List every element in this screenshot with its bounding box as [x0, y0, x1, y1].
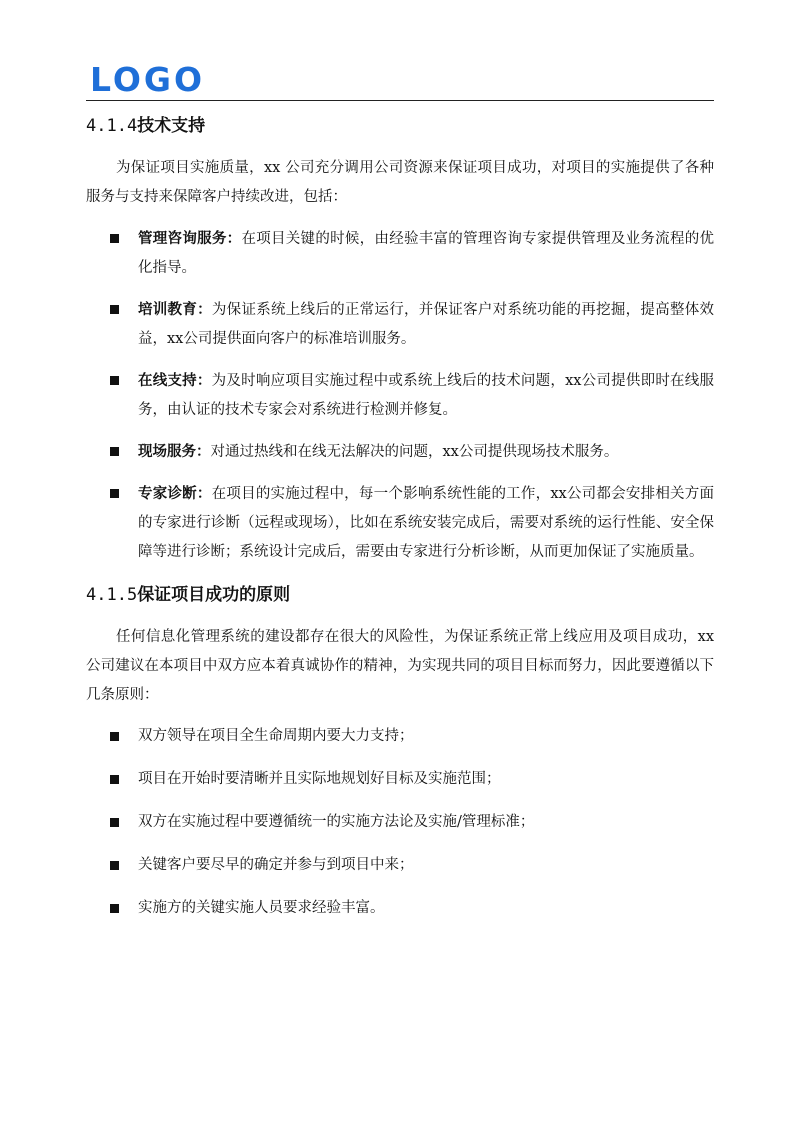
section-intro: 为保证项目实施质量，xx 公司充分调用公司资源来保证项目成功，对项目的实施提供了各种服务与支持来保障客户持续改进，包括： — [86, 160, 714, 205]
bullet-square-icon — [110, 775, 119, 784]
list-item — [86, 479, 714, 567]
section-number: 4.1.5 — [86, 585, 138, 605]
item-text: 项目在开始时要清晰并且实际地规划好目标及实施范围； — [138, 771, 501, 787]
list-item — [86, 765, 714, 794]
section-heading-4-1-5 — [86, 581, 714, 609]
section-number: 4.1.4 — [86, 116, 138, 136]
bullet-square-icon — [110, 305, 119, 314]
list-item — [86, 437, 714, 467]
list-item — [86, 295, 714, 354]
section-title: 保证项目成功的原则 — [137, 585, 291, 605]
item-text: 关键客户要尽早的确定并参与到项目中来； — [138, 857, 414, 873]
item-label: 管理咨询服务： — [138, 230, 242, 247]
item-text: 实施方的关键实施人员要求经验丰富。 — [138, 900, 385, 916]
item-text: 为保证系统上线后的正常运行，并保证客户对系统功能的再挖掘，提高整体效益，xx公司提供面向客户的标准培训服务。 — [138, 302, 715, 347]
bullet-square-icon — [110, 234, 119, 243]
item-text: 双方在实施过程中要遵循统一的实施方法论及实施/管理标准； — [138, 814, 535, 830]
bullet-square-icon — [110, 818, 119, 827]
bullet-square-icon — [110, 489, 119, 498]
item-text: 双方领导在项目全生命周期内要大力支持； — [138, 728, 414, 744]
item-text: 对通过热线和在线无法解决的问题，xx公司提供现场技术服务。 — [210, 444, 619, 460]
bullet-square-icon — [110, 447, 119, 456]
bullet-square-icon — [110, 732, 119, 741]
bullet-square-icon — [110, 904, 119, 913]
section-title: 技术支持 — [137, 116, 206, 136]
list-item — [86, 851, 714, 880]
list-item — [86, 722, 714, 751]
item-text: 为及时响应项目实施过程中或系统上线后的技术问题，xx公司提供即时在线服务，由认证的技术专家会对系统进行检测并修复。 — [138, 373, 714, 418]
item-text: 在项目的实施过程中，每一个影响系统性能的工作，xx公司都会安排相关方面的专家进行诊断（远程或现场），比如在系统安装完成后，需要对系统的运行性能、安全保障等进行诊断；系统设计完成后，需要由专家进行分析诊断，从而更加保证了实施质量。 — [138, 486, 714, 560]
item-label: 在线支持： — [138, 372, 212, 389]
item-text: 在项目关键的时候，由经验丰富的管理咨询专家提供管理及业务流程的优化指导。 — [138, 231, 715, 276]
header-rule — [86, 100, 714, 101]
principles-list — [86, 722, 714, 923]
bullet-square-icon — [110, 861, 119, 870]
item-label: 专家诊断： — [138, 485, 212, 502]
item-label: 现场服务： — [138, 443, 211, 460]
list-item — [86, 366, 714, 425]
section-heading-4-1-4 — [86, 112, 714, 140]
list-item — [86, 894, 714, 923]
bullet-square-icon — [110, 376, 119, 385]
list-item — [86, 224, 714, 283]
list-item — [86, 808, 714, 837]
section-intro: 任何信息化管理系统的建设都存在很大的风险性，为保证系统正常上线应用及项目成功，xx 公司建议在本项目中双方应本着真诚协作的精神，为实现共同的项目目标而努力，因此要遵循以下几条原则： — [86, 629, 714, 703]
document-body — [86, 112, 714, 937]
logo: LOGO — [90, 60, 206, 99]
support-list — [86, 224, 714, 567]
item-label: 培训教育： — [138, 301, 212, 318]
